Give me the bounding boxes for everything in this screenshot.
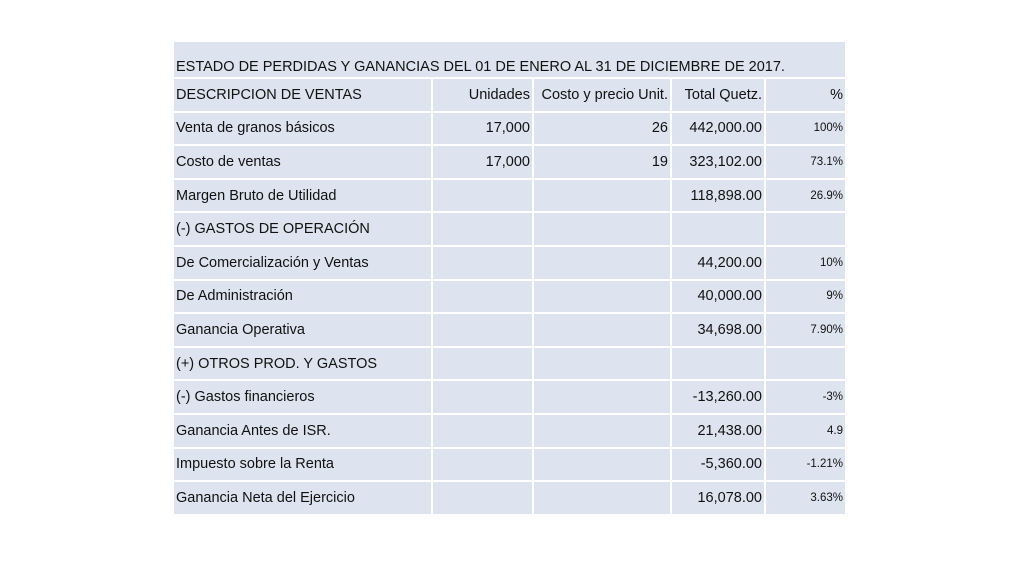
- cell-total: 40,000.00: [671, 280, 765, 314]
- cell-description: Margen Bruto de Utilidad: [173, 179, 432, 213]
- cell-units: [432, 280, 533, 314]
- cell-total: 442,000.00: [671, 112, 765, 146]
- cell-percent: 26.9%: [765, 179, 846, 213]
- cell-percent: 4.9: [765, 414, 846, 448]
- header-description: DESCRIPCION DE VENTAS: [173, 78, 432, 112]
- cell-units: 17,000: [432, 145, 533, 179]
- cell-percent: 9%: [765, 280, 846, 314]
- cell-unit-cost-price: [533, 280, 671, 314]
- cell-percent: [765, 212, 846, 246]
- cell-units: [432, 313, 533, 347]
- cell-unit-cost-price: 26: [533, 112, 671, 146]
- cell-description: De Administración: [173, 280, 432, 314]
- cell-unit-cost-price: [533, 481, 671, 515]
- cell-description: (+) OTROS PROD. Y GASTOS: [173, 347, 432, 381]
- cell-description: (-) GASTOS DE OPERACIÓN: [173, 212, 432, 246]
- cell-units: 17,000: [432, 112, 533, 146]
- cell-percent: -1.21%: [765, 448, 846, 482]
- cell-unit-cost-price: [533, 380, 671, 414]
- cell-total: 21,438.00: [671, 414, 765, 448]
- cell-percent: [765, 347, 846, 381]
- cell-description: De Comercialización y Ventas: [173, 246, 432, 280]
- header-percent: %: [765, 78, 846, 112]
- cell-unit-cost-price: [533, 212, 671, 246]
- cell-total: 323,102.00: [671, 145, 765, 179]
- table-row: [173, 212, 846, 246]
- cell-description: Ganancia Operativa: [173, 313, 432, 347]
- cell-units: [432, 481, 533, 515]
- table-row: [173, 414, 846, 448]
- table-row: [173, 380, 846, 414]
- cell-total: 44,200.00: [671, 246, 765, 280]
- cell-percent: 100%: [765, 112, 846, 146]
- cell-percent: 73.1%: [765, 145, 846, 179]
- cell-unit-cost-price: [533, 448, 671, 482]
- cell-total: [671, 347, 765, 381]
- cell-description: Ganancia Neta del Ejercicio: [173, 481, 432, 515]
- cell-unit-cost-price: [533, 313, 671, 347]
- table-row: [173, 246, 846, 280]
- table-row: [173, 481, 846, 515]
- cell-total: 118,898.00: [671, 179, 765, 213]
- table-row: [173, 179, 846, 213]
- cell-description: Impuesto sobre la Renta: [173, 448, 432, 482]
- cell-description: Ganancia Antes de ISR.: [173, 414, 432, 448]
- cell-units: [432, 246, 533, 280]
- cell-percent: 7.90%: [765, 313, 846, 347]
- header-row: [173, 78, 846, 112]
- title-row: [173, 41, 846, 78]
- cell-percent: -3%: [765, 380, 846, 414]
- cell-unit-cost-price: [533, 246, 671, 280]
- cell-description: (-) Gastos financieros: [173, 380, 432, 414]
- cell-units: [432, 414, 533, 448]
- cell-description: Venta de granos básicos: [173, 112, 432, 146]
- cell-units: [432, 212, 533, 246]
- table-row: [173, 112, 846, 146]
- statement-title: ESTADO DE PERDIDAS Y GANANCIAS DEL 01 DE ENERO AL 31 DE DICIEMBRE DE 2017.: [173, 41, 846, 78]
- cell-units: [432, 448, 533, 482]
- table-row: [173, 448, 846, 482]
- cell-total: 16,078.00: [671, 481, 765, 515]
- header-unit-cost-price: Costo y precio Unit.: [533, 78, 671, 112]
- table-row: [173, 280, 846, 314]
- cell-units: [432, 347, 533, 381]
- cell-total: 34,698.00: [671, 313, 765, 347]
- cell-unit-cost-price: 19: [533, 145, 671, 179]
- cell-unit-cost-price: [533, 347, 671, 381]
- cell-units: [432, 179, 533, 213]
- table-row: [173, 145, 846, 179]
- table-row: [173, 313, 846, 347]
- cell-total: [671, 212, 765, 246]
- cell-total: -5,360.00: [671, 448, 765, 482]
- cell-description: Costo de ventas: [173, 145, 432, 179]
- cell-unit-cost-price: [533, 179, 671, 213]
- cell-percent: 3.63%: [765, 481, 846, 515]
- header-total-quetzales: Total Quetz.: [671, 78, 765, 112]
- income-statement-table: [172, 40, 847, 516]
- table-row: [173, 347, 846, 381]
- cell-units: [432, 380, 533, 414]
- cell-unit-cost-price: [533, 414, 671, 448]
- cell-percent: 10%: [765, 246, 846, 280]
- header-units: Unidades: [432, 78, 533, 112]
- cell-total: -13,260.00: [671, 380, 765, 414]
